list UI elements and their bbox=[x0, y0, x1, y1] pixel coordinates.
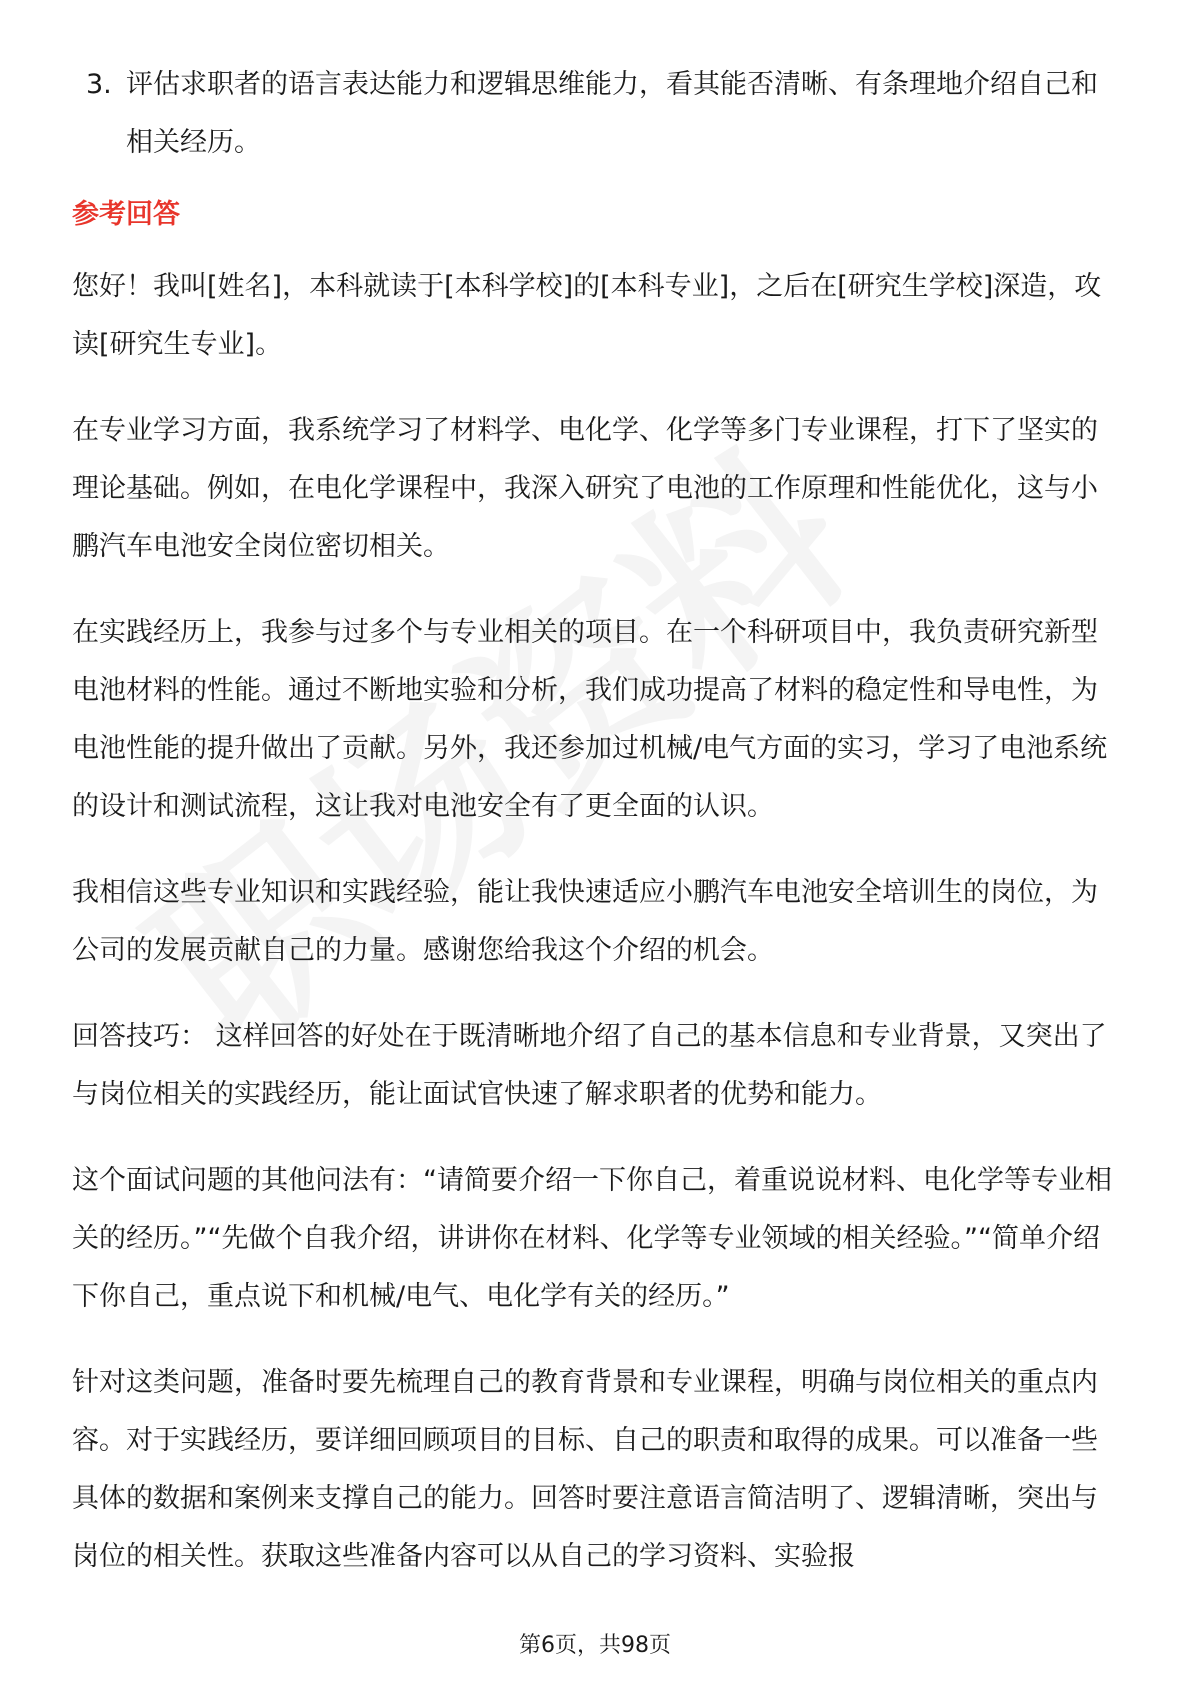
paragraph-practice: 在实践经历上，我参与过多个与专业相关的项目。在一个科研项目中，我负责研究新型电池材料的性能。通过不断地实验和分析，我们成功提高了材料的稳定性和导电性，为电池性能的提升做出了贡献。另外，我还参加过机械/电气方面的实习，学习了电池系统的设计和测试流程，这让我对电池安全有了更全面的认识。 bbox=[72, 617, 1108, 822]
paragraph-intro: 您好！我叫[姓名]，本科就读于[本科学校]的[本科专业]，之后在[研究生学校]深造，攻读[研究生专业]。 bbox=[72, 271, 1102, 360]
section-heading: 参考回答 bbox=[72, 199, 180, 230]
list-text: 评估求职者的语言表达能力和逻辑思维能力，看其能否清晰、有条理地介绍自己和相关经历。 bbox=[126, 69, 1098, 158]
paragraph-preparation: 针对这类问题，准备时要先梳理自己的教育背景和专业课程，明确与岗位相关的重点内容。对于实践经历，要详细回顾项目的目标、自己的职责和取得的成果。可以准备一些具体的数据和案例来支撑自己的能力。回答时要注意语言简洁明了、逻辑清晰，突出与岗位的相关性。获取这些准备内容可以从自己的学习资料、实验报 bbox=[72, 1367, 1098, 1572]
list-item bbox=[72, 56, 1122, 172]
paragraph-tips: 回答技巧： 这样回答的好处在于既清晰地介绍了自己的基本信息和专业背景，又突出了与岗位相关的实践经历，能让面试官快速了解求职者的优势和能力。 bbox=[72, 1021, 1107, 1110]
list-number: 3. bbox=[86, 69, 112, 100]
paragraph-alternatives: 这个面试问题的其他问法有：“请简要介绍一下你自己，着重说说材料、电化学等专业相关的经历。”“先做个自我介绍，讲讲你在材料、化学等专业领域的相关经验。”“简单介绍下你自己，重点说下和机械/电气、电化学有关的经历。” bbox=[72, 1165, 1112, 1312]
page-number: 第6页，共98页 bbox=[519, 1633, 671, 1658]
page-content bbox=[72, 56, 1122, 1614]
paragraph-study: 在专业学习方面，我系统学习了材料学、电化学、化学等多门专业课程，打下了坚实的理论基础。例如，在电化学课程中，我深入研究了电池的工作原理和性能优化，这与小鹏汽车电池安全岗位密切相关。 bbox=[72, 415, 1098, 562]
paragraph-closing: 我相信这些专业知识和实践经验，能让我快速适应小鹏汽车电池安全培训生的岗位，为公司的发展贡献自己的力量。感谢您给我这个介绍的机会。 bbox=[72, 877, 1098, 966]
